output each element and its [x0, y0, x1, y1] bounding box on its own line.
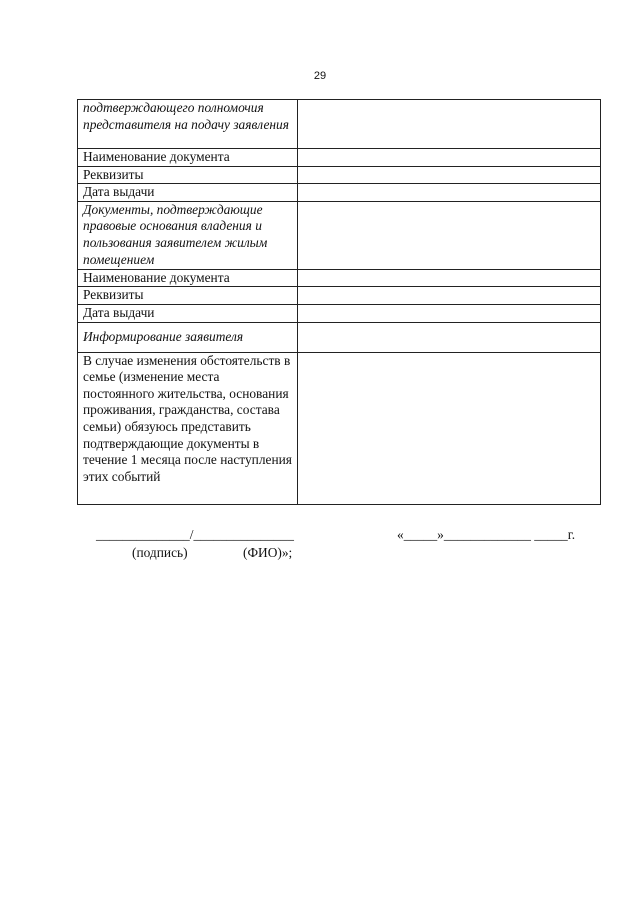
table-row — [78, 287, 601, 305]
row-value-field[interactable] — [298, 322, 601, 352]
row-value-field[interactable] — [298, 184, 601, 202]
table-row — [78, 149, 601, 167]
page-number: 29 — [313, 70, 327, 82]
table-row — [78, 166, 601, 184]
row-value-field[interactable] — [298, 201, 601, 269]
signature-line[interactable]: ______________/_______________ — [96, 527, 294, 542]
table-row — [78, 352, 601, 504]
row-label: Наименование документа — [78, 149, 298, 167]
row-label: Документы, подтверждающие правовые основания владения и пользования заявителем жилым помещением — [78, 201, 298, 269]
date-line[interactable]: «_____»_____________ _____г. — [397, 527, 576, 542]
row-label: подтверждающего полномочия представителя на подачу заявления — [78, 100, 298, 149]
row-value-field[interactable] — [298, 100, 601, 149]
row-label: Реквизиты — [78, 166, 298, 184]
row-value-field[interactable] — [298, 149, 601, 167]
table-row — [78, 322, 601, 352]
table-row — [78, 100, 601, 149]
row-label: Наименование документа — [78, 269, 298, 287]
row-value-field[interactable] — [298, 304, 601, 322]
signature-caption: (подпись) — [132, 545, 188, 560]
row-label: В случае изменения обстоятельств в семье (изменение места постоянного жительства, основания проживания, гражданства, состава семьи) обязуюсь представить подтверждающие документы в течение 1 месяца после наступления этих событий — [78, 352, 298, 504]
row-value-field[interactable] — [298, 287, 601, 305]
row-label: Информирование заявителя — [78, 322, 298, 352]
row-value-field[interactable] — [298, 352, 601, 504]
row-value-field[interactable] — [298, 166, 601, 184]
table-row — [78, 269, 601, 287]
row-label: Реквизиты — [78, 287, 298, 305]
table-row — [78, 304, 601, 322]
table-row — [78, 201, 601, 269]
fio-caption: (ФИО)»; — [243, 545, 293, 560]
table-row — [78, 184, 601, 202]
row-label: Дата выдачи — [78, 184, 298, 202]
row-value-field[interactable] — [298, 269, 601, 287]
row-label: Дата выдачи — [78, 304, 298, 322]
application-form-table — [77, 99, 601, 505]
